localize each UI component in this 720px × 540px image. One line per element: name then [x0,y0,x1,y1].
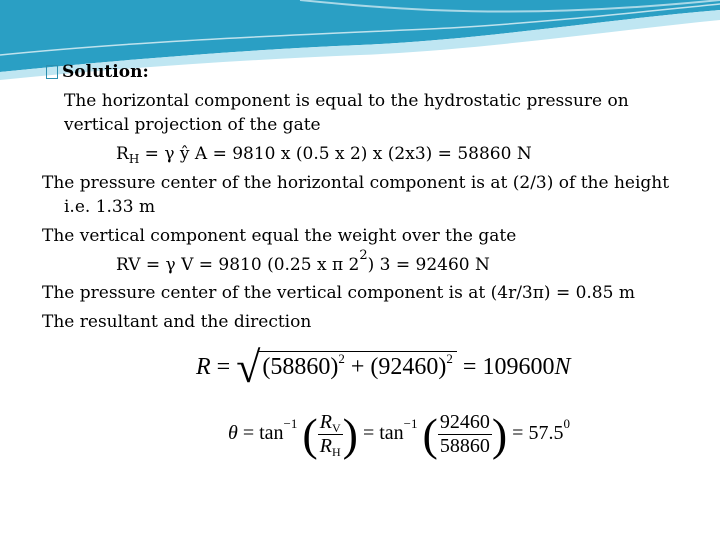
text-line-3: The pressure center of the horizontal component is at (2/3) of the height [42,173,670,193]
solution-heading: Solution: [46,62,149,82]
bullet-icon [46,65,58,79]
rh-equation: $R_H = \gamma$ ŷ A = 9810 x (0.5 x 2) x (2x3) = 58860 N [116,144,532,166]
text-line-7: The resultant and the direction [42,312,312,332]
rv-equation: RV = γ V = 9810 (0.25 x π $2^2$) 3 = 92460 N [116,248,490,275]
text-line-5: The vertical component equal the weight over the gate [42,226,517,246]
text-line-1: The horizontal component is equal to the hydrostatic pressure on [64,91,629,111]
text-line-4: i.e. 1.33 m [64,197,156,217]
resultant-equation: $R = √(58860)^2 + (92460)^2 = 109600N$ [196,343,571,392]
text-line-2: vertical projection of the gate [64,115,321,135]
text-line-6: The pressure center of the vertical component is at (4r/3π) = 0.85 m [42,283,635,303]
ratio-fraction: $\frac{R_V}{R_H}$ [319,411,341,459]
value-fraction: $\frac{92460}{58860}$ [439,411,490,457]
direction-equation: $\theta = \tan^{-1}$ ( $\frac{R_V}{R_H}$ ) = $\tan^{-1}$ ( $\frac{92460}{58860}$ ) = $57.5^0$ [228,409,570,460]
